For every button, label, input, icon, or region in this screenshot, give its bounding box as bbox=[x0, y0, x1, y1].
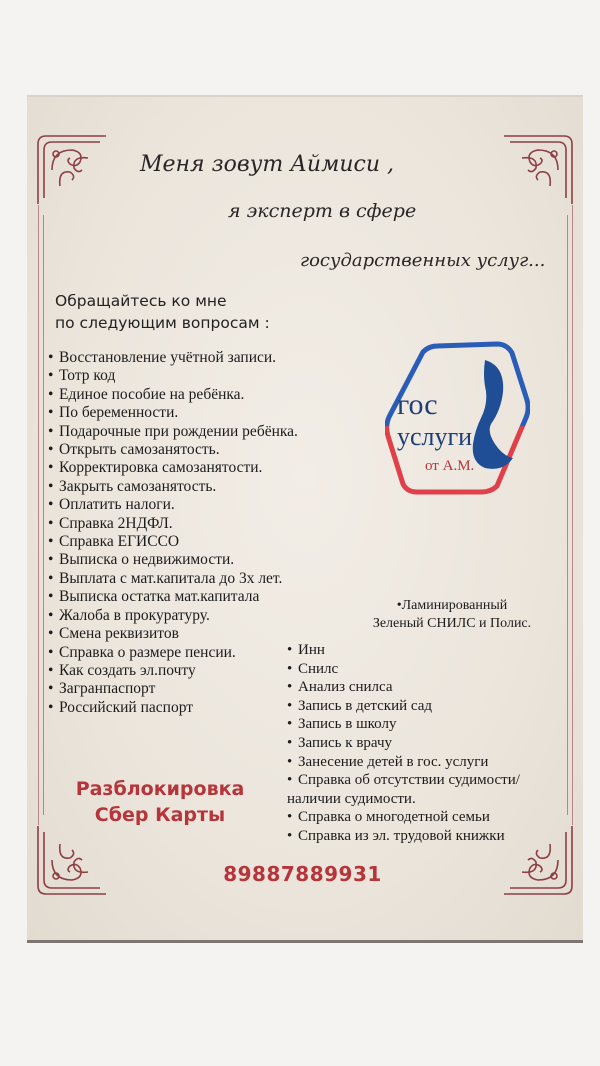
phone-number: 89887889931 bbox=[223, 862, 382, 886]
list-item: • Смена реквизитов bbox=[48, 625, 179, 643]
list-item: • Справка 2НДФЛ. bbox=[48, 514, 173, 532]
logo-line-1: гос bbox=[397, 388, 438, 421]
laminated-line-1: •Ламинированный bbox=[396, 598, 508, 613]
list-item: • Открыть самозанятость. bbox=[48, 441, 220, 459]
list-item: • Запись в школу bbox=[287, 716, 397, 733]
right-services-list bbox=[287, 641, 520, 846]
frame-line-right-inner bbox=[567, 215, 568, 815]
left-services-list bbox=[48, 349, 298, 717]
list-item: • Тотр код bbox=[48, 367, 116, 385]
ornament-top-left-icon bbox=[32, 130, 112, 210]
intro-line-1: Меня зовут Аймиси , bbox=[140, 152, 394, 177]
logo-line-2: услуги bbox=[397, 422, 473, 451]
list-item: • Выплата с мат.капитала до 3х лет. bbox=[48, 569, 283, 587]
intro-line-2: я эксперт в сфере bbox=[228, 200, 417, 222]
intro-line-3: государственных услуг... bbox=[300, 250, 546, 271]
list-item: • Справка о размере пенсии. bbox=[48, 643, 236, 661]
list-item: • Выписка остатка мат.капитала bbox=[48, 588, 260, 606]
list-item: • Анализ снилса bbox=[287, 679, 393, 696]
ornament-bottom-left-icon bbox=[32, 820, 112, 900]
list-item: • Инн bbox=[287, 642, 325, 658]
list-item: • Справка о многодетной семьи bbox=[287, 809, 490, 826]
list-item: • По беременности. bbox=[48, 404, 179, 422]
heading-line-2: по следующим вопросам : bbox=[55, 314, 270, 332]
ornament-top-right-icon bbox=[498, 130, 578, 210]
list-item: • Жалоба в прокуратуру. bbox=[48, 606, 210, 624]
gosuslugi-logo bbox=[385, 340, 530, 495]
list-item: • Загранпаспорт bbox=[48, 680, 156, 698]
sber-unblock-label bbox=[60, 776, 260, 828]
sber-line-1: Разблокировка bbox=[75, 778, 245, 800]
list-item: • Справка об отсутствии судимости/ bbox=[287, 772, 520, 789]
list-item: • Выписка о недвижимости. bbox=[48, 551, 235, 569]
list-item: • Запись в детский сад bbox=[287, 697, 433, 714]
bottom-divider bbox=[27, 940, 583, 943]
sber-line-2: Сбер Карты bbox=[94, 804, 226, 826]
frame-line-right bbox=[572, 205, 573, 825]
list-item: • Оплатить налоги. bbox=[48, 496, 175, 514]
list-item: наличии судимости. bbox=[287, 790, 416, 807]
laminated-note bbox=[352, 597, 552, 633]
list-item: • Снилс bbox=[287, 660, 339, 677]
list-item: • Запись к врачу bbox=[287, 734, 392, 751]
list-item: • Восстановление учётной записи. bbox=[48, 349, 277, 366]
list-item: • Как создать эл.почту bbox=[48, 661, 196, 679]
heading-line-1: Обращайтесь ко мне bbox=[55, 292, 227, 310]
frame-line-left bbox=[38, 205, 39, 825]
list-item: • Корректировка самозанятости. bbox=[48, 459, 263, 477]
top-divider bbox=[27, 95, 583, 97]
laminated-line-2: Зеленый СНИЛС и Полис. bbox=[372, 616, 532, 631]
list-item: • Справка из эл. трудовой книжки bbox=[287, 827, 505, 844]
list-item: • Подарочные при рождении ребёнка. bbox=[48, 422, 298, 440]
list-item: • Закрыть самозанятость. bbox=[48, 477, 217, 495]
list-item: • Справка ЕГИССО bbox=[48, 533, 180, 551]
list-item: • Занесение детей в гос. услуги bbox=[287, 753, 489, 770]
services-heading bbox=[55, 290, 270, 334]
logo-line-3: от А.М. bbox=[425, 458, 475, 474]
list-item: • Единое пособие на ребёнка. bbox=[48, 385, 245, 403]
list-item: • Российский паспорт bbox=[48, 698, 194, 716]
frame-line-left-inner bbox=[43, 215, 44, 815]
